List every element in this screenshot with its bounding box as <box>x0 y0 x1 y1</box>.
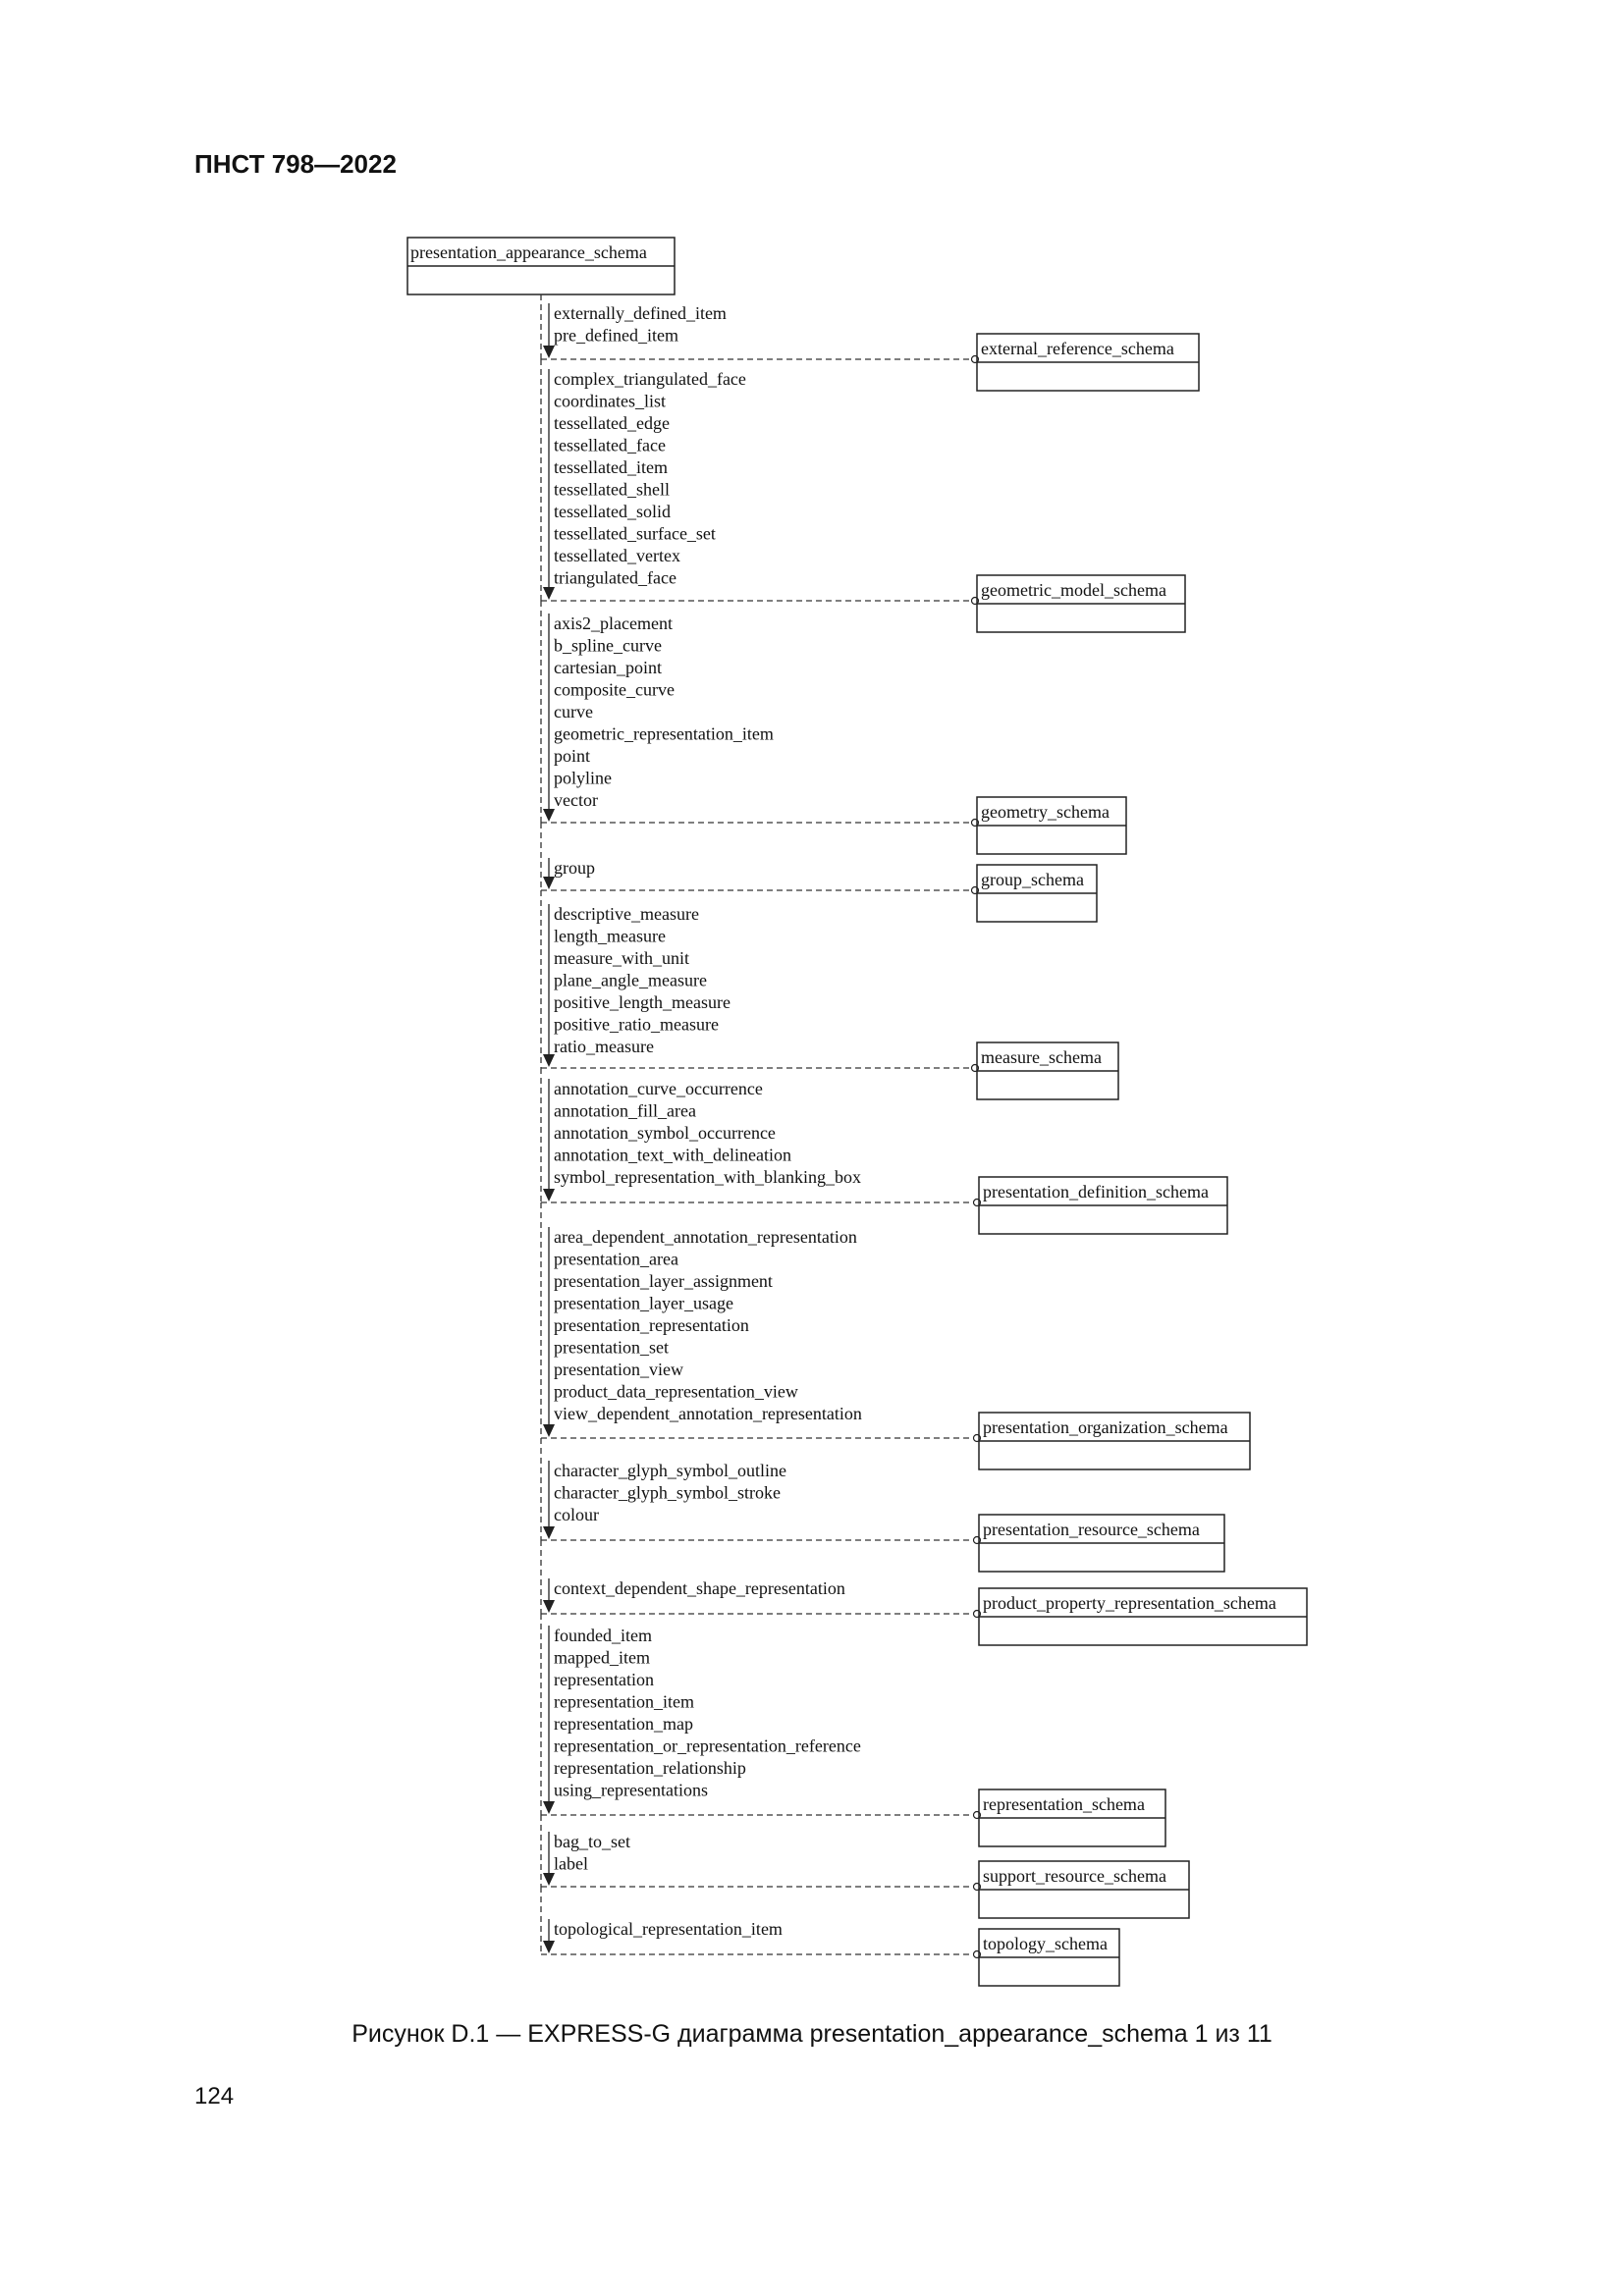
schema-name-12: topology_schema <box>983 1934 1108 1953</box>
item-label: presentation_set <box>554 1337 669 1358</box>
item-label: polyline <box>554 768 612 788</box>
reference-group-10 <box>541 1614 1165 1846</box>
item-label: character_glyph_symbol_stroke <box>554 1482 781 1503</box>
item-label: presentation_layer_assignment <box>554 1271 773 1291</box>
schema-name-8: presentation_resource_schema <box>983 1520 1200 1539</box>
schema-name-6: presentation_definition_schema <box>983 1182 1209 1201</box>
schema-name-9: product_property_representation_schema <box>983 1593 1276 1613</box>
item-label: complex_triangulated_face <box>554 369 746 389</box>
arrowhead-10 <box>543 1801 555 1814</box>
arrowhead-6 <box>543 1189 555 1201</box>
item-label: tessellated_vertex <box>554 546 680 565</box>
item-label: axis2_placement <box>554 614 673 633</box>
schema-name-5: measure_schema <box>981 1047 1102 1067</box>
item-label: b_spline_curve <box>554 635 662 656</box>
item-label: annotation_curve_occurrence <box>554 1079 763 1098</box>
item-label: using_representations <box>554 1780 708 1800</box>
item-label: tessellated_shell <box>554 479 670 500</box>
reference-group-12 <box>541 1887 1119 1986</box>
schema-name-3: geometry_schema <box>981 802 1110 822</box>
item-label: ratio_measure <box>554 1037 654 1056</box>
item-label: pre_defined_item <box>554 325 678 346</box>
item-label: representation_item <box>554 1691 694 1712</box>
document-header: ПНСТ 798—2022 <box>194 149 397 179</box>
item-label: founded_item <box>554 1626 652 1645</box>
item-label: descriptive_measure <box>554 904 699 924</box>
reference-group-6 <box>541 1068 1227 1234</box>
item-label: mapped_item <box>554 1647 650 1668</box>
arrowhead-1 <box>543 346 555 358</box>
root-schema-name: presentation_appearance_schema <box>410 242 647 262</box>
item-label: curve <box>554 702 593 721</box>
arrowhead-4 <box>543 877 555 889</box>
item-label: cartesian_point <box>554 658 662 677</box>
item-label: externally_defined_item <box>554 303 727 323</box>
reference-group-11 <box>541 1815 1189 1918</box>
item-label: triangulated_face <box>554 567 677 588</box>
schema-name-10: representation_schema <box>983 1794 1145 1814</box>
item-label: area_dependent_annotation_representation <box>554 1227 857 1247</box>
item-label: annotation_fill_area <box>554 1100 696 1121</box>
item-label: tessellated_face <box>554 435 666 455</box>
item-label: tessellated_item <box>554 457 668 477</box>
reference-group-7 <box>541 1202 1250 1469</box>
arrowhead-11 <box>543 1873 555 1886</box>
item-label: presentation_area <box>554 1249 678 1269</box>
item-label: plane_angle_measure <box>554 970 707 990</box>
item-label: group <box>554 858 595 878</box>
root-schema-box <box>407 238 675 294</box>
item-label: point <box>554 746 591 766</box>
schema-name-1: external_reference_schema <box>981 339 1174 358</box>
reference-group-2 <box>541 359 1185 632</box>
item-label: label <box>554 1853 588 1874</box>
arrowhead-7 <box>543 1424 555 1437</box>
item-label: representation_map <box>554 1714 693 1734</box>
figure-caption: Рисунок D.1 — EXPRESS-G диаграмма presentation_appearance_schema 1 из 11 <box>352 2020 1272 2048</box>
item-label: annotation_text_with_delineation <box>554 1145 791 1165</box>
schema-name-7: presentation_organization_schema <box>983 1417 1228 1437</box>
arrowhead-9 <box>543 1600 555 1613</box>
page-number: 124 <box>194 2083 235 2109</box>
item-label: colour <box>554 1505 599 1524</box>
item-label: representation <box>554 1670 654 1689</box>
item-label: vector <box>554 790 598 810</box>
item-label: presentation_representation <box>554 1315 749 1335</box>
item-label: positive_ratio_measure <box>554 1014 719 1035</box>
item-label: symbol_representation_with_blanking_box <box>554 1167 861 1187</box>
item-label: geometric_representation_item <box>554 723 774 744</box>
arrowhead-3 <box>543 809 555 822</box>
item-label: representation_or_representation_reference <box>554 1735 861 1756</box>
schema-name-11: support_resource_schema <box>983 1866 1166 1886</box>
item-label: character_glyph_symbol_outline <box>554 1461 786 1480</box>
item-label: product_data_representation_view <box>554 1381 798 1402</box>
item-label: positive_length_measure <box>554 992 731 1012</box>
item-label: measure_with_unit <box>554 948 689 968</box>
item-label: tessellated_solid <box>554 502 671 521</box>
reference-group-8 <box>541 1438 1224 1572</box>
item-label: tessellated_edge <box>554 413 670 433</box>
item-label: presentation_layer_usage <box>554 1293 733 1313</box>
arrowhead-2 <box>543 587 555 600</box>
item-label: coordinates_list <box>554 391 666 411</box>
schema-name-2: geometric_model_schema <box>981 580 1166 600</box>
reference-group-9 <box>541 1540 1307 1645</box>
reference-group-3 <box>541 601 1126 854</box>
item-label: annotation_symbol_occurrence <box>554 1123 776 1143</box>
item-label: topological_representation_item <box>554 1919 783 1939</box>
item-label: view_dependent_annotation_representation <box>554 1404 862 1423</box>
item-label: length_measure <box>554 926 666 946</box>
arrowhead-12 <box>543 1941 555 1953</box>
item-label: context_dependent_shape_representation <box>554 1578 845 1598</box>
item-label: presentation_view <box>554 1360 683 1379</box>
item-label: representation_relationship <box>554 1758 746 1778</box>
arrowhead-8 <box>543 1526 555 1539</box>
item-label: composite_curve <box>554 679 675 700</box>
item-label: tessellated_surface_set <box>554 523 716 544</box>
schema-name-4: group_schema <box>981 870 1084 889</box>
item-label: bag_to_set <box>554 1832 630 1851</box>
